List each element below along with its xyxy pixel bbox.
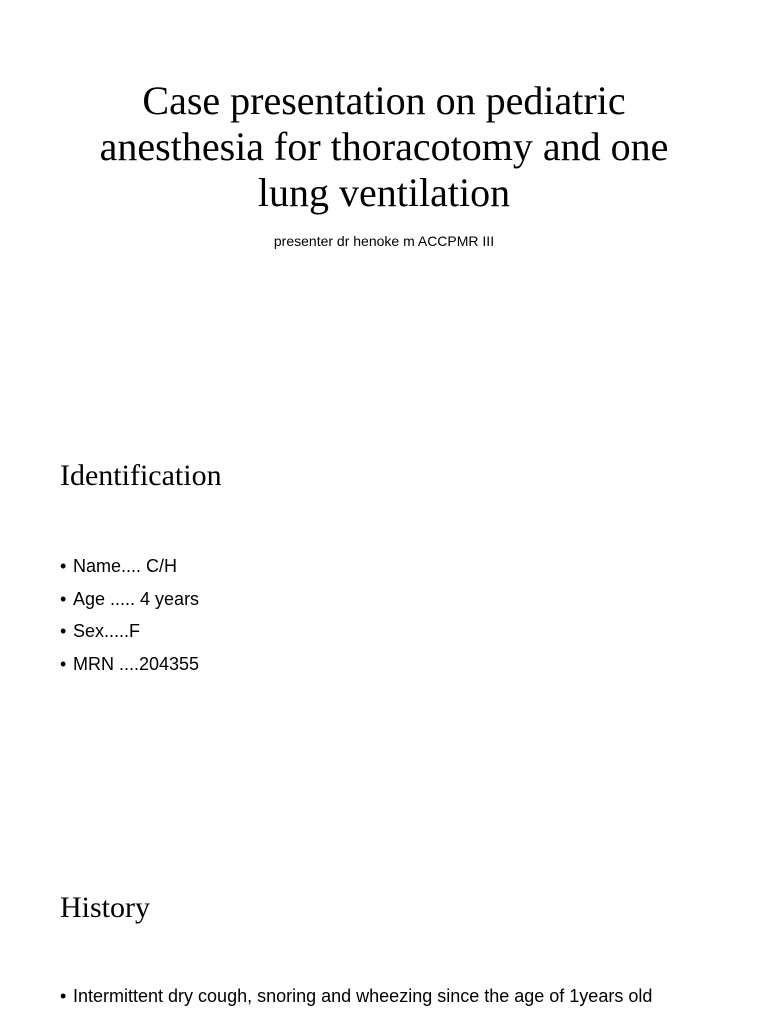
identification-item-mrn: • MRN ....204355	[60, 648, 199, 681]
identification-item-name: • Name.... C/H	[60, 550, 199, 583]
history-heading: History	[60, 891, 150, 924]
history-list	[60, 984, 720, 1008]
presenter-subtitle: presenter dr henoke m ACCPMR III	[273, 233, 495, 249]
presentation-title: Case presentation on pediatric anesthesia for thoracotomy and one lung ventilation	[99, 78, 669, 215]
identification-list	[60, 550, 199, 680]
history-slide	[0, 864, 768, 1024]
identification-item-age: • Age ..... 4 years	[60, 583, 199, 616]
identification-heading: Identification	[60, 459, 222, 492]
history-item: • Intermittent dry cough, snoring and wheezing since the age of 1years old	[60, 984, 720, 1008]
identification-slide	[0, 432, 768, 864]
identification-item-sex: • Sex.....F	[60, 615, 199, 648]
title-slide	[0, 0, 768, 432]
